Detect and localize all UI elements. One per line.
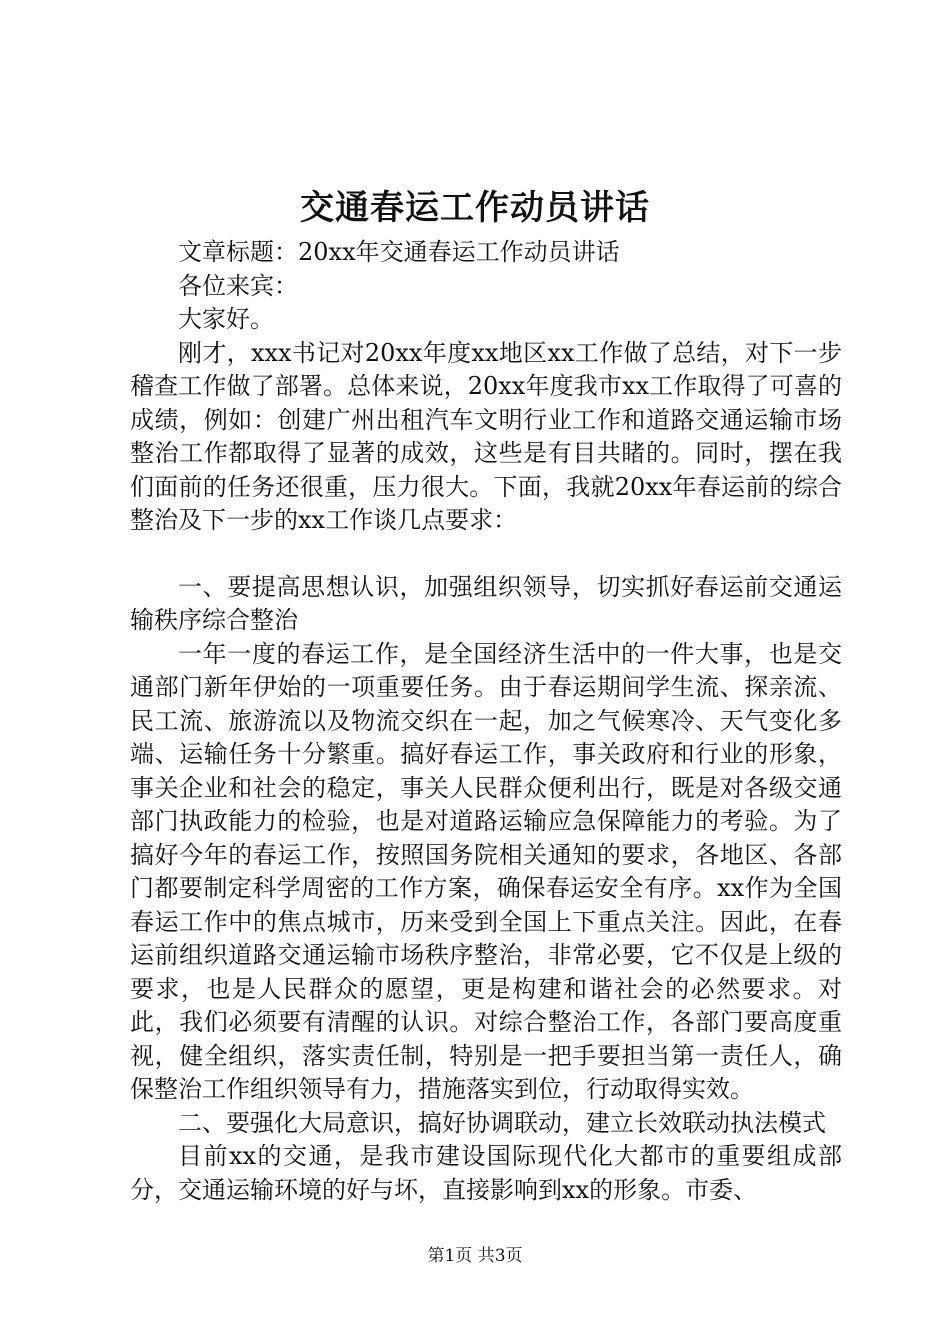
section-heading-2: 二、要强化大局意识，搞好协调联动，建立长效联动执法模式 bbox=[178, 1108, 826, 1137]
document-body bbox=[130, 236, 842, 1207]
section-1-paragraph: 一年一度的春运工作，是全国经济生活中的一件大事，也是交通部门新年伊始的一项重要任务。由于春运期间学生流、探亲流、民工流、旅游流以及物流交织在一起，加之气候寒冷、天气变化多端、运输任务十分繁重。搞好春运工作，事关政府和行业的形象，事关企业和社会的稳定，事关人民群众便利出行，既是对各级交通部门执政能力的检验，也是对道路运输应急保障能力的考验。为了搞好今年的春运工作，按照国务院相关通知的要求，各地区、各部门都要制定科学周密的工作方案，确保春运安全有序。xx作为全国春运工作中的焦点城市，历来受到全国上下重点关注。因此，在春运前组织道路交通运输市场秩序整治，非常必要，它不仅是上级的要求，也是人民群众的愿望，更是构建和谐社会的必然要求。对此，我们必须要有清醒的认识。对综合整治工作，各部门要高度重视，健全组织，落实责任制，特别是一把手要担当第一责任人，确保整治工作组织领导有力，措施落实到位，行动取得实效。 bbox=[130, 639, 842, 1103]
article-title-line: 文章标题：20xx年交通春运工作动员讲话 bbox=[178, 238, 620, 266]
document-title: 交通春运工作动员讲话 bbox=[300, 188, 650, 228]
page-footer: 第1页 共3页 bbox=[427, 1246, 523, 1266]
intro-paragraph: 刚才，xxx书记对20xx年度xx地区xx工作做了总结，对下一步稽查工作做了部署。总体来说，20xx年度我市xx工作取得了可喜的成绩，例如：创建广州出租汽车文明行业工作和道路交通运输市场整治工作都取得了显著的成效，这些是有目共睹的。同时，摆在我们面前的任务还很重，压力很大。下面，我就20xx年春运前的综合整治及下一步的xx工作谈几点要求： bbox=[130, 338, 842, 534]
greeting: 大家好。 bbox=[178, 305, 274, 333]
salutation: 各位来宾： bbox=[178, 271, 298, 300]
paragraph-gap bbox=[130, 538, 842, 571]
section-heading-1: 一、要提高思想认识，加强组织领导，切实抓好春运前交通运输秩序综合整治 bbox=[130, 572, 842, 634]
section-2-paragraph: 目前xx的交通，是我市建设国际现代化大都市的重要组成部分，交通运输环境的好与坏，直接影响到xx的形象。市委、 bbox=[130, 1142, 842, 1204]
